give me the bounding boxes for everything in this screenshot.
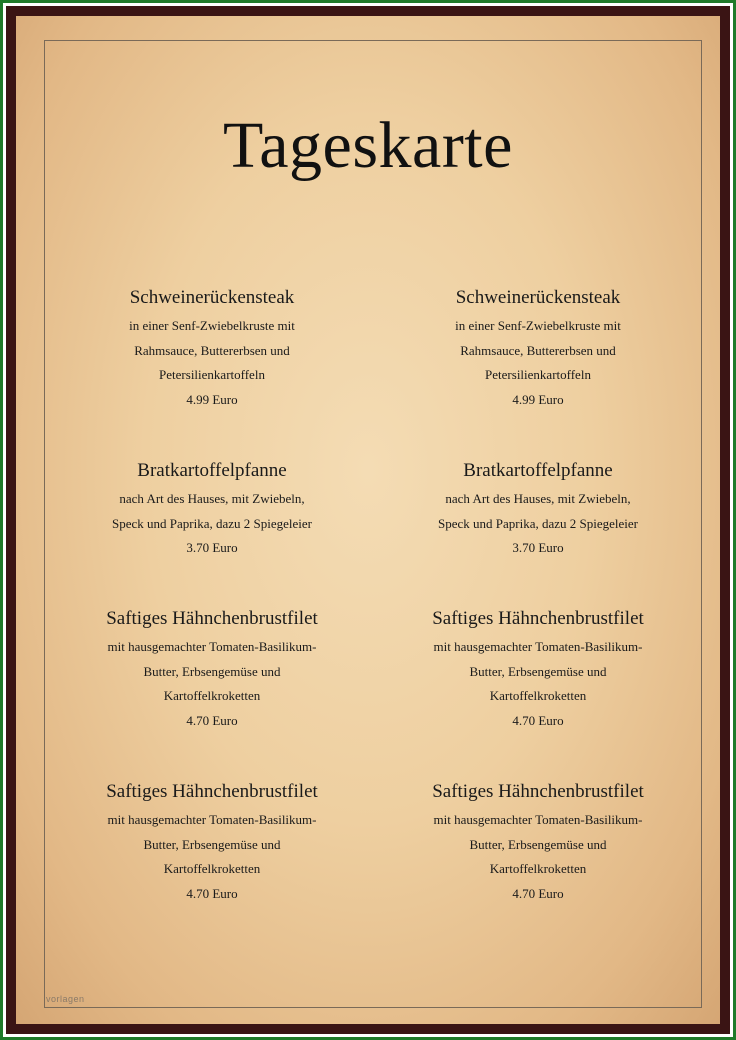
- dish-card: [62, 286, 362, 412]
- dish-name: Saftiges Hähnchenbrustfilet: [432, 608, 644, 629]
- dish-description-line: mit hausgemachter Tomaten-Basilikum-: [433, 812, 643, 827]
- dish-description-line: Speck und Paprika, dazu 2 Spiegeleier: [438, 515, 638, 531]
- dish-description-line: Speck und Paprika, dazu 2 Spiegeleier: [112, 515, 312, 531]
- dish-card: [62, 607, 362, 733]
- dish-description-line: Kartoffelkroketten: [489, 688, 587, 703]
- dish-card: [388, 286, 688, 412]
- dish-description-line: Butter, Erbsengemüse und: [469, 836, 607, 852]
- dish-name: Saftiges Hähnchenbrustfilet: [106, 781, 318, 802]
- dish-price: 4.70 Euro: [186, 885, 238, 901]
- dish-description-line: in einer Senf-Zwiebelkruste mit: [455, 318, 621, 333]
- dish-description-line: Petersilienkartoffeln: [159, 367, 265, 382]
- dish-card: [388, 459, 688, 561]
- dish-description-line: nach Art des Hauses, mit Zwiebeln,: [445, 491, 631, 506]
- dish-description-line: Kartoffelkroketten: [163, 861, 261, 876]
- dish-price: 3.70 Euro: [186, 540, 238, 555]
- menu-paper: [16, 16, 720, 1024]
- dish-description-line: Butter, Erbsengemüse und: [469, 663, 607, 679]
- dish-description-line: Butter, Erbsengemüse und: [143, 663, 281, 679]
- dish-description-line: mit hausgemachter Tomaten-Basilikum-: [107, 639, 317, 654]
- menu-title: Tageskarte: [223, 109, 513, 182]
- dish-description-line: nach Art des Hauses, mit Zwiebeln,: [119, 491, 305, 506]
- dish-description-line: mit hausgemachter Tomaten-Basilikum-: [433, 639, 643, 654]
- dish-description-line: Butter, Erbsengemüse und: [143, 836, 281, 852]
- dish-description-line: in einer Senf-Zwiebelkruste mit: [129, 318, 295, 333]
- dish-name: Bratkartoffelpfanne: [137, 460, 287, 481]
- watermark-text: vorlagen: [46, 994, 85, 1004]
- dish-name: Saftiges Hähnchenbrustfilet: [106, 608, 318, 629]
- dish-price: 4.70 Euro: [512, 885, 564, 901]
- dish-card: [62, 459, 362, 561]
- dish-card: [62, 780, 362, 906]
- dish-price: 4.70 Euro: [512, 712, 564, 728]
- dark-frame: [6, 6, 730, 1034]
- dish-price: 3.70 Euro: [512, 540, 564, 555]
- dish-description-line: Rahmsauce, Buttererbsen und: [460, 342, 616, 358]
- dish-card: [388, 780, 688, 906]
- dish-description-line: Kartoffelkroketten: [163, 688, 261, 703]
- dish-description-line: Rahmsauce, Buttererbsen und: [134, 342, 290, 358]
- dish-name: Schweinerückensteak: [129, 287, 295, 308]
- dish-price: 4.99 Euro: [186, 391, 238, 407]
- dish-card: [388, 607, 688, 733]
- dish-description-line: Petersilienkartoffeln: [485, 367, 591, 382]
- dish-price: 4.99 Euro: [512, 391, 564, 407]
- dish-price: 4.70 Euro: [186, 712, 238, 728]
- dish-name: Bratkartoffelpfanne: [463, 460, 613, 481]
- dish-description-line: Kartoffelkroketten: [489, 861, 587, 876]
- dish-description-line: mit hausgemachter Tomaten-Basilikum-: [107, 812, 317, 827]
- dish-name: Saftiges Hähnchenbrustfilet: [432, 781, 644, 802]
- dish-name: Schweinerückensteak: [455, 287, 621, 308]
